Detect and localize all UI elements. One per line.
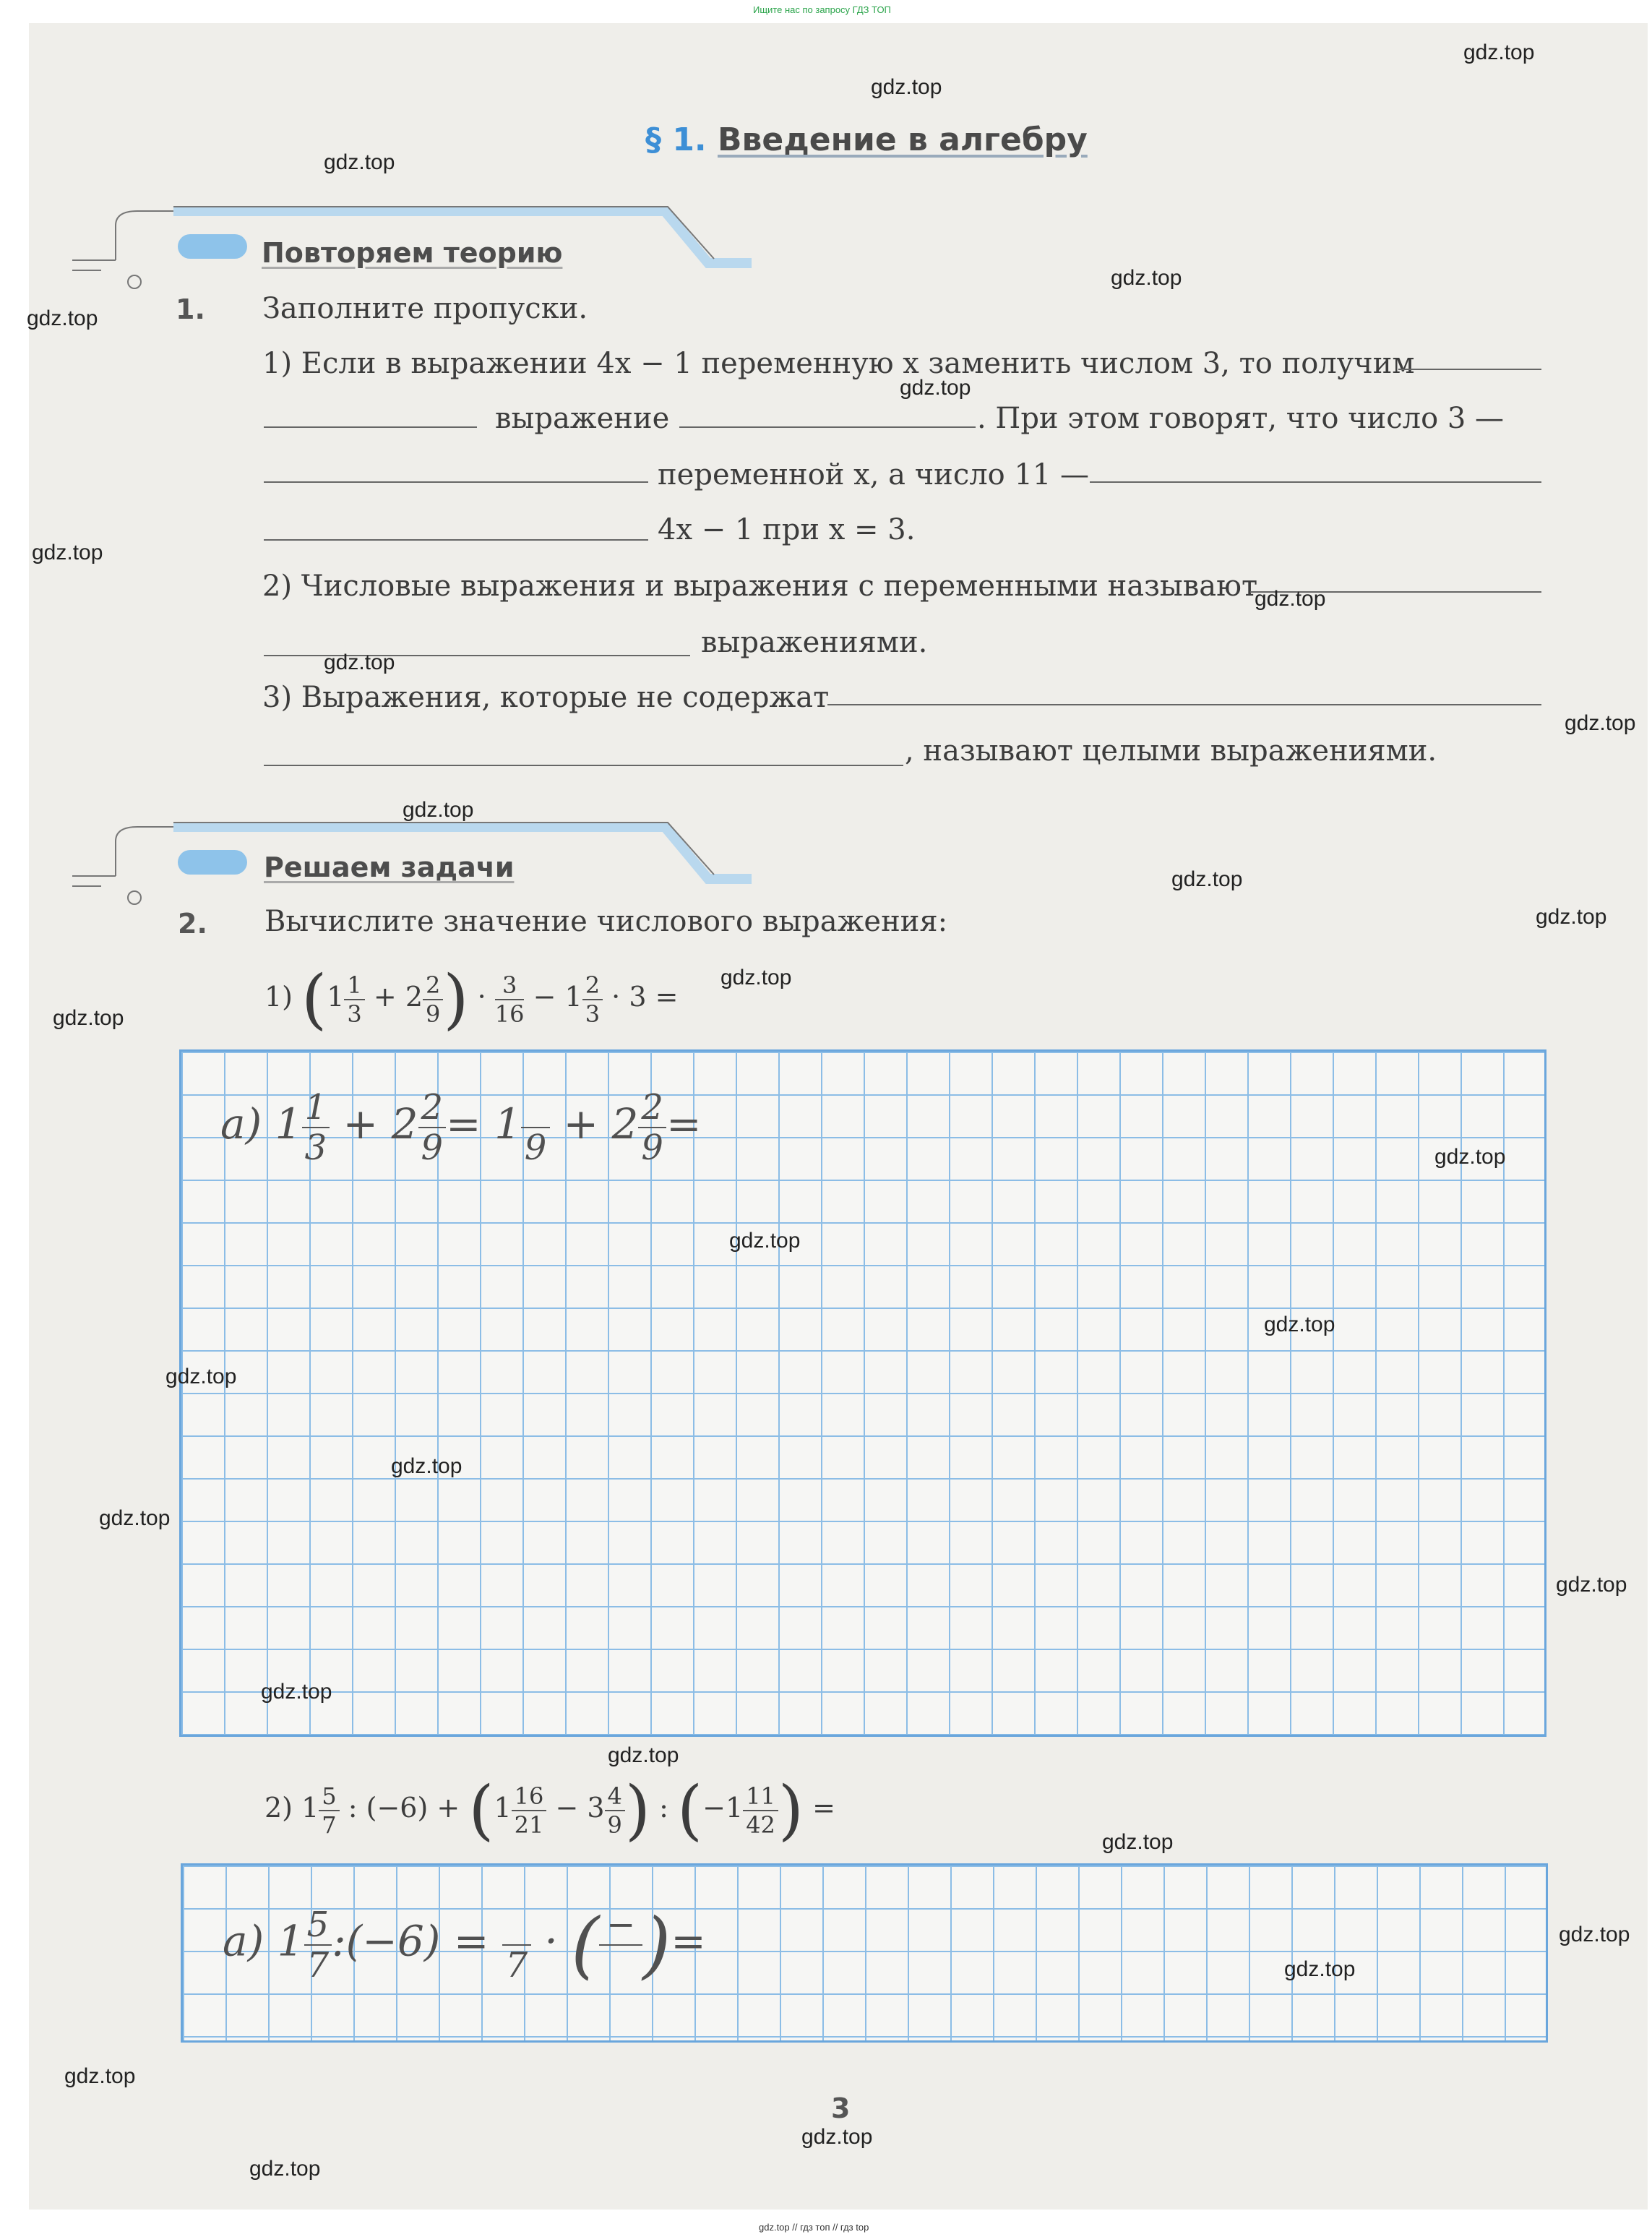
expr-1-frac-4: $\frac{2}{3}$: [582, 974, 603, 1026]
task-1-line-3: переменной x, а число 11 —: [658, 458, 1090, 491]
expr-2-frac-3: $\frac{4}{9}$: [605, 1785, 625, 1837]
watermark: gdz.top: [261, 1680, 332, 1704]
watermark: gdz.top: [64, 2064, 136, 2088]
paren-close: ): [443, 961, 469, 1037]
hand-1-eq: =: [446, 1099, 481, 1149]
watermark: gdz.top: [1434, 1145, 1506, 1169]
watermark: gdz.top: [729, 1229, 801, 1253]
task-1-line-4: 4x − 1 при x = 3.: [658, 513, 916, 546]
expr-1-whole-1: 1: [327, 981, 345, 1013]
hand-1-plus-2: +: [563, 1099, 599, 1149]
paren-open: (: [301, 961, 327, 1037]
task-1-line-5: 2) Числовые выражения и выражения с переменными называют: [262, 570, 1258, 603]
solution-line-1: [220, 1087, 702, 1168]
watermark: gdz.top: [801, 2125, 873, 2149]
watermark: gdz.top: [249, 2157, 321, 2181]
task-1-line-2a: выражение: [495, 402, 670, 435]
paren-close: ): [642, 1902, 671, 1987]
hand-2-eq: =: [671, 1916, 706, 1966]
hand-1-frac-3: 9: [521, 1090, 550, 1165]
watermark: gdz.top: [1111, 266, 1182, 290]
section-title: Введение в алгебру: [717, 121, 1088, 158]
watermark: gdz.top: [1284, 1957, 1356, 1981]
section-heading-problems: Решаем задачи: [264, 851, 515, 883]
expr-2-frac-4: $\frac{11}{42}$: [743, 1785, 778, 1837]
footer-note: gdz.top // гдз топ // гдз top: [759, 2222, 869, 2233]
paren-close: ): [778, 1772, 804, 1848]
expr-2-neg-whole: −1: [702, 1792, 744, 1824]
paren-open: (: [677, 1772, 703, 1848]
expr-1-label: 1): [264, 981, 293, 1013]
watermark: gdz.top: [1102, 1830, 1174, 1854]
expr-1-frac-1: $\frac{1}{3}$: [344, 974, 364, 1026]
expr-2-minus: − 3: [555, 1792, 605, 1824]
paren-close: ): [624, 1772, 651, 1848]
expr-2-frac-1: $\frac{5}{7}$: [319, 1785, 339, 1837]
hand-1-label: а): [220, 1099, 262, 1149]
expr-2-frac-2: $\frac{16}{21}$: [512, 1785, 547, 1837]
task-1-prompt: Заполните пропуски.: [262, 292, 588, 325]
watermark: gdz.top: [1536, 905, 1607, 929]
watermark: gdz.top: [1565, 711, 1636, 735]
section-number: § 1.: [645, 121, 707, 158]
blank-6[interactable]: [264, 539, 648, 541]
watermark: gdz.top: [99, 1506, 171, 1530]
blank-1[interactable]: [1398, 369, 1541, 370]
watermark: gdz.top: [165, 1365, 237, 1388]
expr-1-frac-2: $\frac{2}{9}$: [423, 974, 443, 1026]
expr-1-plus: +: [373, 981, 397, 1013]
watermark: gdz.top: [32, 541, 103, 564]
paren-open: (: [468, 1772, 494, 1848]
expr-1-tail: · 3 =: [611, 981, 679, 1013]
hand-1-frac-4: $\frac{2}{9}$: [638, 1090, 666, 1165]
hand-2-label: а): [223, 1916, 264, 1966]
task-1-line-2b: . При этом говорят, что число 3 —: [977, 402, 1505, 435]
watermark: gdz.top: [900, 376, 971, 400]
watermark: gdz.top: [27, 306, 98, 330]
task-2-number: 2.: [178, 908, 207, 940]
paren-open: (: [571, 1902, 600, 1987]
watermark: gdz.top: [324, 651, 395, 674]
task-1-number: 1.: [176, 293, 205, 325]
hand-2-whole-1: 1: [277, 1916, 304, 1966]
page-number: 3: [831, 2092, 851, 2124]
solution-line-2: [223, 1902, 706, 1987]
expr-1-frac-3: $\frac{3}{16}$: [494, 971, 525, 1028]
task-1-line-7: 3) Выражения, которые не содержат: [262, 681, 830, 714]
hand-1-eq-2: =: [666, 1099, 702, 1149]
watermark: gdz.top: [1171, 867, 1243, 891]
section-heading-theory: Повторяем теорию: [262, 237, 563, 269]
task-1-line-1: 1) Если в выражении 4x − 1 переменную x заменить числом 3, то получим: [262, 347, 1415, 380]
hand-1-frac-1: $\frac{1}{3}$: [302, 1090, 330, 1165]
hand-1-whole-4: 2: [611, 1099, 639, 1149]
blank-2[interactable]: [264, 426, 477, 428]
page-title: [645, 121, 1088, 158]
expr-2-whole-2: 1: [494, 1792, 512, 1824]
watermark: gdz.top: [1255, 587, 1326, 611]
expr-1-dot: ·: [477, 981, 486, 1013]
expr-1-whole-4: 1: [564, 981, 582, 1013]
blank-3[interactable]: [679, 426, 976, 428]
watermark: gdz.top: [1556, 1573, 1627, 1597]
expr-1-minus: −: [533, 981, 556, 1013]
hand-1-whole-1: 1: [275, 1099, 302, 1149]
task-1-line-8: , называют целыми выражениями.: [905, 734, 1437, 768]
expr-1-whole-2: 2: [405, 981, 423, 1013]
hand-1-plus: +: [343, 1099, 379, 1149]
watermark: gdz.top: [1264, 1313, 1335, 1336]
hand-2-dot: ·: [544, 1916, 558, 1966]
task-1-line-6: выражениями.: [701, 626, 928, 659]
hand-2-frac-1: $\frac{5}{7}$: [304, 1907, 332, 1983]
expr-2-div-2: :: [659, 1792, 668, 1824]
hand-1-whole-3: 1: [494, 1099, 521, 1149]
hand-2-frac-2: 7: [502, 1907, 531, 1983]
header-note: Ищите нас по запросу ГДЗ ТОП: [753, 4, 891, 15]
watermark: gdz.top: [608, 1743, 679, 1767]
watermark: gdz.top: [391, 1454, 463, 1478]
watermark: gdz.top: [324, 150, 395, 174]
task-2-prompt: Вычислите значение числового выражения:: [264, 905, 948, 938]
expr-2-whole-1: 1: [301, 1792, 319, 1824]
expression-2: [264, 1772, 835, 1848]
watermark: gdz.top: [871, 75, 942, 99]
hand-2-mid: :(−6) =: [332, 1916, 489, 1966]
expr-2-tail: =: [812, 1792, 835, 1824]
watermark: gdz.top: [1463, 40, 1535, 64]
hand-2-frac-3: −: [599, 1907, 642, 1983]
blank-5[interactable]: [1090, 481, 1541, 483]
hand-1-frac-2: $\frac{2}{9}$: [418, 1090, 447, 1165]
blank-4[interactable]: [264, 481, 648, 483]
expr-2-div-1: : (−6) +: [348, 1792, 460, 1824]
watermark: gdz.top: [720, 966, 792, 989]
expr-2-label: 2): [264, 1792, 293, 1824]
blank-10[interactable]: [264, 765, 903, 766]
watermark: gdz.top: [403, 798, 474, 822]
watermark: gdz.top: [53, 1006, 124, 1030]
blank-9[interactable]: [827, 704, 1541, 705]
hand-1-whole-2: 2: [391, 1099, 418, 1149]
watermark: gdz.top: [1559, 1923, 1630, 1946]
expression-1: [264, 961, 678, 1037]
